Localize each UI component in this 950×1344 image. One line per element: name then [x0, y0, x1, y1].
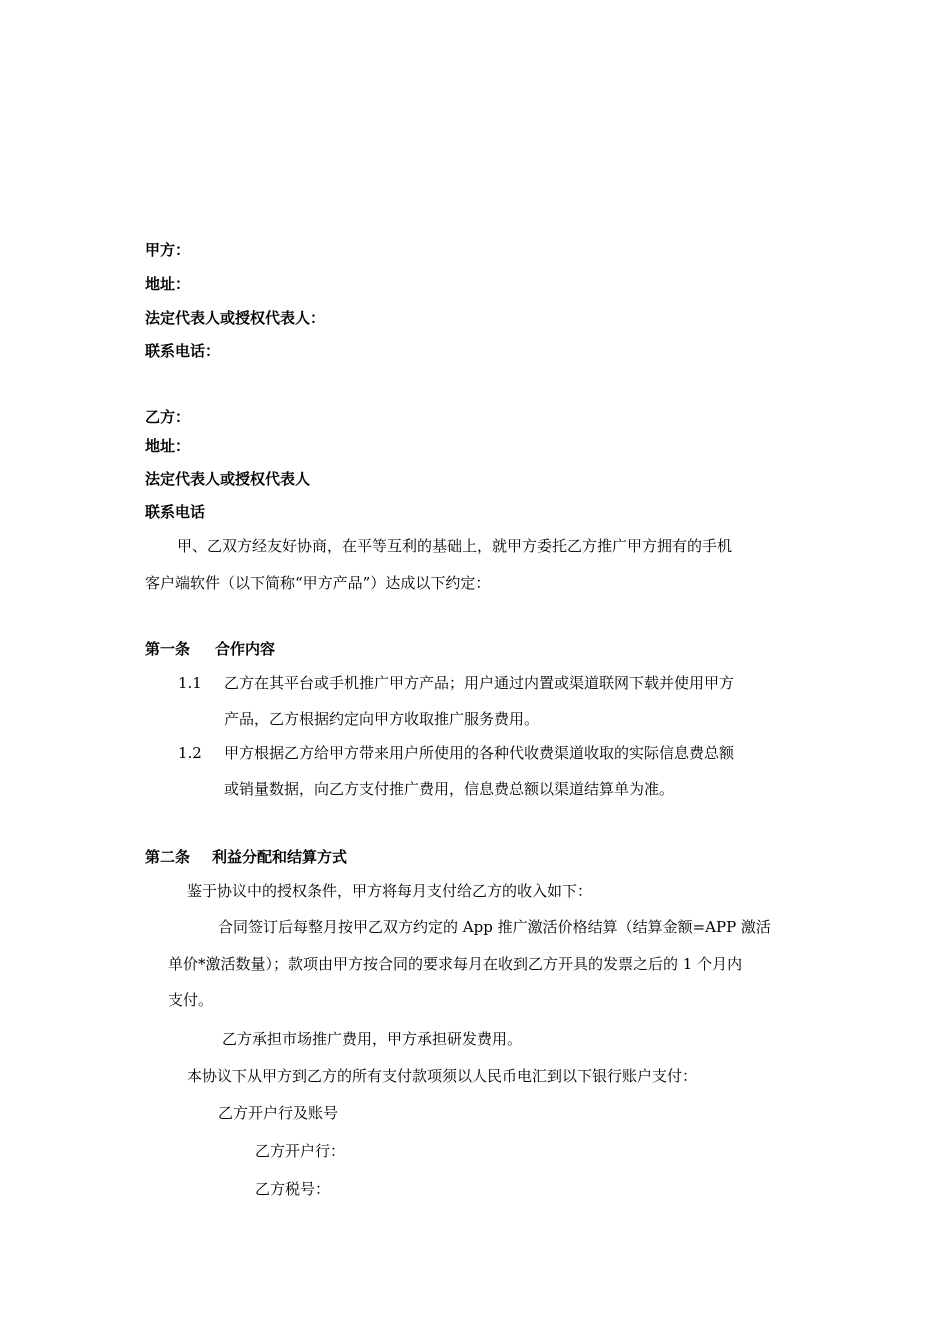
article-1-heading	[145, 639, 275, 659]
article-2-para-1: 鉴于协议中的授权条件，甲方将每月支付给乙方的收入如下：	[187, 882, 593, 900]
article-2-number: 第二条	[145, 848, 191, 866]
party-b-phone-label: 联系电话	[145, 503, 206, 521]
party-a-label: 甲方：	[145, 241, 191, 259]
article-2-para-2-line-3: 支付。	[168, 991, 214, 1009]
party-b-label: 乙方：	[145, 408, 191, 426]
clause-1-2-line-1	[178, 743, 734, 763]
article-2-para-2-line-2: 单价*激活数量）；款项由甲方按合同的要求每月在收到乙方开具的发票之后的 1 个月内	[168, 955, 743, 973]
clause-1-2-text-1: 甲方根据乙方给甲方带来用户所使用的各种代收费渠道收取的实际信息费总额	[224, 744, 735, 762]
party-b-address-label: 地址：	[145, 437, 191, 455]
clause-1-1-line-1	[178, 673, 734, 693]
party-a-address-label: 地址：	[145, 275, 191, 293]
bank-name-label: 乙方开户行：	[255, 1142, 346, 1160]
clause-1-2-line-2: 或销量数据，向乙方支付推广费用，信息费总额以渠道结算单为准。	[224, 780, 675, 798]
clause-1-2-number: 1.2	[178, 744, 202, 762]
intro-line-2: 客户端软件（以下简称“甲方产品”）达成以下约定：	[145, 574, 491, 592]
party-a-rep-label: 法定代表人或授权代表人：	[145, 309, 326, 327]
article-2-para-2-line-1: 合同签订后每整月按甲乙双方约定的 App 推广激活价格结算（结算金额=APP 激活	[218, 918, 771, 936]
article-2-para-3: 乙方承担市场推广费用，甲方承担研发费用。	[222, 1030, 523, 1048]
clause-1-1-line-2: 产品，乙方根据约定向甲方收取推广服务费用。	[224, 710, 540, 728]
party-a-phone-label: 联系电话：	[145, 342, 221, 360]
tax-number-label: 乙方税号：	[255, 1180, 331, 1198]
article-2-heading	[145, 847, 347, 867]
clause-1-1-text-1: 乙方在其平台或手机推广甲方产品；用户通过内置或渠道联网下载并使用甲方	[224, 674, 735, 692]
bank-account-heading: 乙方开户行及账号	[218, 1104, 339, 1122]
article-2-para-4: 本协议下从甲方到乙方的所有支付款项须以人民币电汇到以下银行账户支付：	[187, 1067, 698, 1085]
clause-1-1-number: 1.1	[178, 674, 202, 692]
article-1-title: 合作内容	[215, 640, 276, 658]
intro-line-1: 甲、乙双方经友好协商，在平等互利的基础上，就甲方委托乙方推广甲方拥有的手机	[177, 537, 733, 555]
article-1-number: 第一条	[145, 640, 191, 658]
article-2-title: 利益分配和结算方式	[212, 848, 348, 866]
party-b-rep-label: 法定代表人或授权代表人	[145, 470, 311, 488]
